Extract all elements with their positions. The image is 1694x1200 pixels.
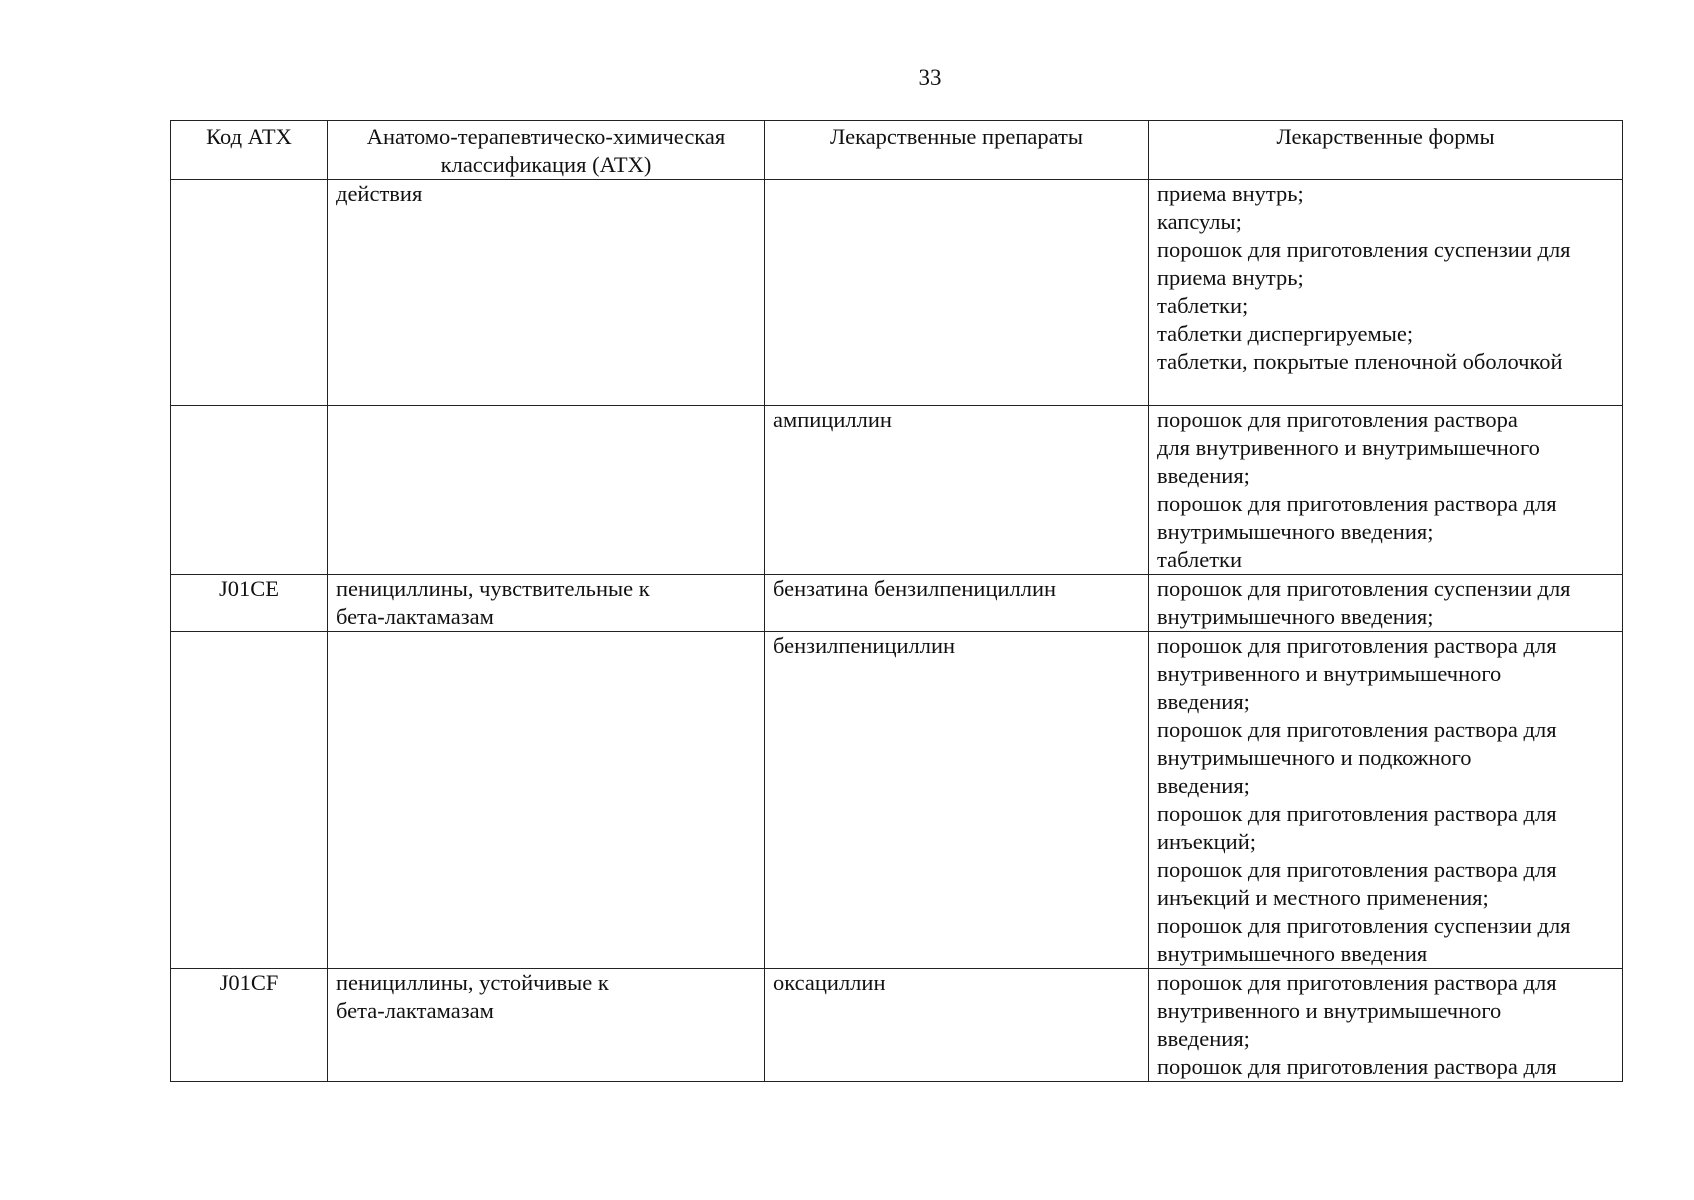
classification-line: бета-лактамазам — [336, 604, 494, 629]
form-line: порошок для приготовления суспензии для — [1157, 237, 1571, 262]
form-line: порошок для приготовления раствора для — [1157, 633, 1557, 658]
form-line: порошок для приготовления суспензии для — [1157, 576, 1571, 601]
header-code: Код АТХ — [171, 121, 328, 180]
cell-forms — [1149, 969, 1623, 1082]
form-line: для внутривенного и внутримышечного — [1157, 435, 1540, 460]
form-line: порошок для приготовления раствора для — [1157, 801, 1557, 826]
cell-code — [171, 632, 328, 969]
form-line: таблетки — [1157, 547, 1243, 572]
form-line: приема внутрь; — [1157, 181, 1304, 206]
form-line: таблетки; — [1157, 293, 1249, 318]
header-drugs: Лекарственные препараты — [765, 121, 1149, 180]
cell-code — [171, 406, 328, 575]
form-line: порошок для приготовления раствора для — [1157, 857, 1557, 882]
cell-drug: оксациллин — [765, 969, 1149, 1082]
cell-code — [171, 180, 328, 406]
table-row — [171, 406, 1623, 575]
form-line: порошок для приготовления раствора — [1157, 407, 1518, 432]
cell-code: J01CF — [171, 969, 328, 1082]
header-classification: Анатомо-терапевтическо-химическая классификация (АТХ) — [328, 121, 765, 180]
cell-classification — [328, 969, 765, 1082]
form-line: внутривенного и внутримышечного — [1157, 661, 1502, 686]
form-line: внутримышечного введения; — [1157, 519, 1434, 544]
form-line: внутривенного и внутримышечного — [1157, 998, 1502, 1023]
form-line: внутримышечного введения; — [1157, 604, 1434, 629]
cell-classification: действия — [328, 180, 765, 406]
form-line: внутримышечного введения — [1157, 941, 1428, 966]
header-forms: Лекарственные формы — [1149, 121, 1623, 180]
classification-line: пенициллины, устойчивые к — [336, 970, 609, 995]
table-row — [171, 632, 1623, 969]
table-row — [171, 180, 1623, 406]
form-line: порошок для приготовления раствора для — [1157, 717, 1557, 742]
cell-drug — [765, 180, 1149, 406]
form-line: инъекций и местного применения; — [1157, 885, 1489, 910]
form-line: введения; — [1157, 463, 1250, 488]
classification-line: пенициллины, чувствительные к — [336, 576, 650, 601]
page-number: 33 — [918, 65, 942, 90]
cell-code: J01CE — [171, 575, 328, 632]
form-line: введения; — [1157, 773, 1250, 798]
form-line: инъекций; — [1157, 829, 1257, 854]
form-line: таблетки, покрытые пленочной оболочкой — [1157, 349, 1563, 374]
cell-forms — [1149, 575, 1623, 632]
cell-forms — [1149, 406, 1623, 575]
header-row — [171, 121, 1623, 180]
form-line: таблетки диспергируемые; — [1157, 321, 1414, 346]
form-line: введения; — [1157, 1026, 1250, 1051]
cell-classification — [328, 632, 765, 969]
table-header — [171, 121, 1623, 180]
table-body — [171, 180, 1623, 1082]
form-line: введения; — [1157, 689, 1250, 714]
cell-drug: ампициллин — [765, 406, 1149, 575]
cell-classification — [328, 406, 765, 575]
cell-classification — [328, 575, 765, 632]
form-line: порошок для приготовления раствора для — [1157, 1054, 1557, 1079]
form-line: порошок для приготовления раствора для — [1157, 970, 1557, 995]
form-line: порошок для приготовления суспензии для — [1157, 913, 1571, 938]
cell-drug: бензилпенициллин — [765, 632, 1149, 969]
table-row — [171, 969, 1623, 1082]
cell-forms — [1149, 180, 1623, 406]
cell-drug: бензатина бензилпенициллин — [765, 575, 1149, 632]
table-row — [171, 575, 1623, 632]
classification-line: бета-лактамазам — [336, 998, 494, 1023]
form-line: внутримышечного и подкожного — [1157, 745, 1472, 770]
atx-table — [170, 120, 1623, 1082]
form-line: приема внутрь; — [1157, 265, 1304, 290]
cell-forms — [1149, 632, 1623, 969]
form-line: порошок для приготовления раствора для — [1157, 491, 1557, 516]
form-line: капсулы; — [1157, 209, 1242, 234]
